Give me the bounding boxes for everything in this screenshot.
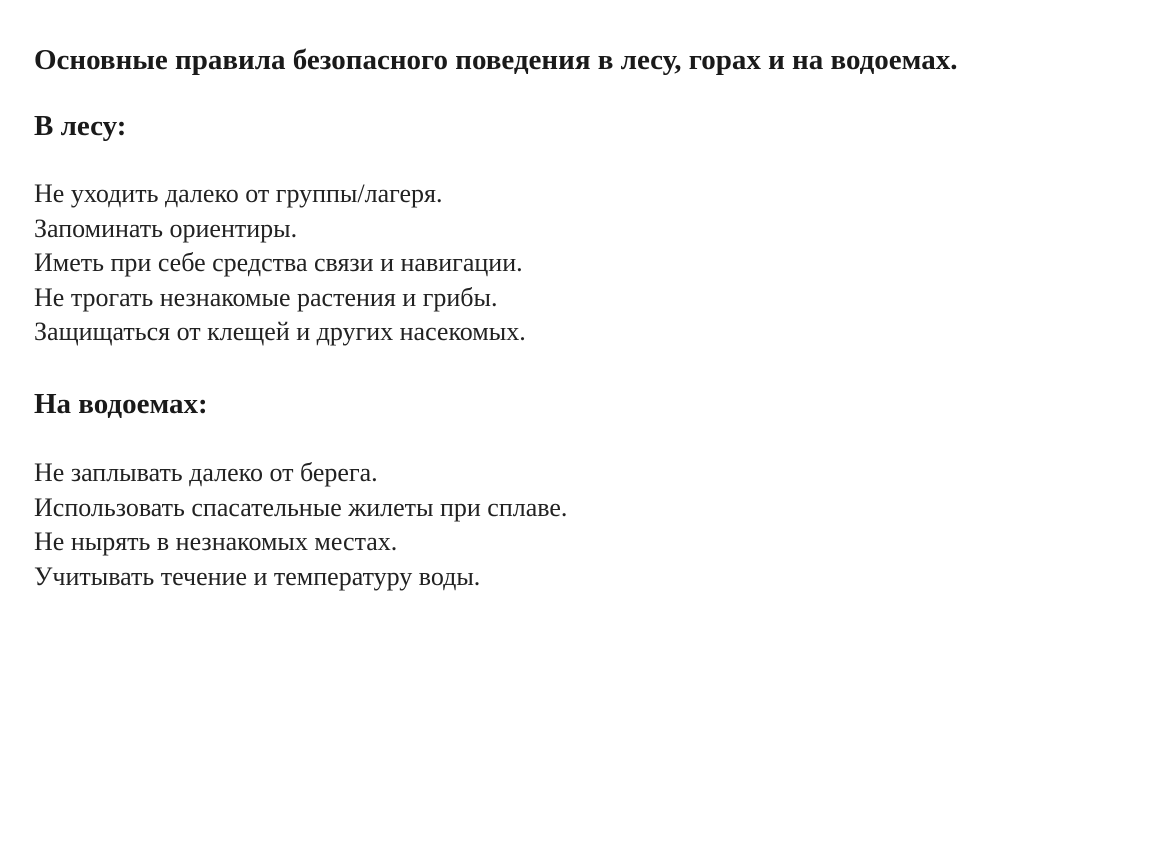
- list-item: Иметь при себе средства связи и навигации.: [34, 248, 523, 277]
- section-heading-forest: В лесу:: [34, 110, 127, 142]
- list-item: Учитывать течение и температуру воды.: [34, 561, 481, 591]
- water-rules-list: [34, 456, 567, 594]
- list-item: Не уходить далеко от группы/лагеря.: [34, 179, 443, 208]
- list-item: Не трогать незнакомые растения и грибы.: [34, 282, 498, 312]
- list-item: Не нырять в незнакомых местах.: [34, 527, 398, 556]
- forest-rules-list: [34, 177, 526, 350]
- list-item: Не заплывать далеко от берега.: [34, 458, 378, 487]
- list-item: Защищаться от клещей и других насекомых.: [34, 317, 526, 346]
- list-item: Запоминать ориентиры.: [34, 213, 298, 243]
- page-title: Основные правила безопасного поведения в лесу, горах и на водоемах.: [34, 44, 958, 76]
- list-item: Использовать спасательные жилеты при сплаве.: [34, 492, 568, 522]
- section-heading-water: На водоемах:: [34, 388, 208, 420]
